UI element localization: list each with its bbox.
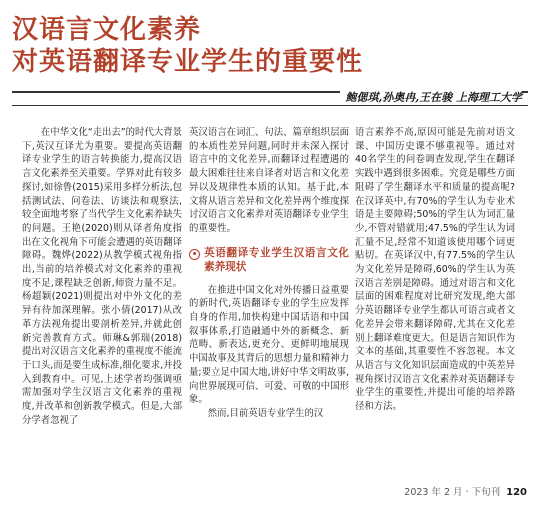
title-line-1: 汉语言文化素养 [12, 15, 202, 45]
page-number: 120 [506, 487, 527, 498]
paragraph-intro: 在中华文化“走出去”的时代大背景下,英汉互译尤为重要。要提高英语翻译专业学生的语言转换能力,提高汉语言文化素养至关重要。学界对此有较多探讨,如徐鲁(2015)采用多样分析法,包括测试法、问卷法、访谈法和观察法,较全面地考察了当代学生文化素养缺失的问题。王艳(2020)则从译者角度指出在文化视角下可能会遭遇的英语翻译障碍。魏烨(2022)从教学模式视角指出,当前的培养模式对文化素养的重视度不足,课程缺乏创新,师资力量不足。杨超颖(2021)则提出对中外文化的差异有待加深理解。张小倩(2017)从改革方法视角提出要剖析差异,并就此创新完善教育方式。师琳&郭瑞(2018)提出对汉语言文化素养的重视度不能流于口头,而是要生成标准,细化要求,并投入到教育中。可见,上述学者均强调亟需加强对学生汉语言文化素养的重视度,并改革和创新教学模式。但是,大部分学者忽视了 [22, 127, 182, 426]
page-footer [404, 487, 527, 499]
paragraph-continued: 英汉语言在词汇、句法、篇章组织层面的本质性差异问题,同时并未深入探讨语言中的文化差异,而翻译过程遭遇的最大困难往往来自译者对语言和文化差异以及规律性本质的认知。基于此,本文将从语言差异和文化差异两个维度探讨汉语言文化素养对英语翻译专业学生的重要性。 [189, 127, 349, 234]
divider-bottom [12, 105, 528, 106]
paragraph-continued-col3: 语言素养不高,原因可能是先前对语文课、中国历史课不够重视等。通过对40名学生的问卷调查发现,学生在翻译实践中遇到很多困难。究竟是哪些方面阻碍了学生翻译水平和质量的提高呢?在汉译英中,有70%的学生认为专业术语是主要障碍;50%的学生认为词汇量少,不管对错就用;47.5%的学生认为词汇量不足,经常不知道该使用哪个词更贴切。在英译汉中,有77.5%的学生认为文化差异是障碍,60%的学生认为英汉语言差别是障碍。通过对语言和文化层面的困难程度对比研究发现,绝大部分英语翻译专业学生都认可语言或者文化差异会带来翻译障碍,尤其在文化差别上翻译难度更大。但是语言知识作为文本的基础,其重要性不容忽视。本文从语言与文化知识层面造成的中英差异视角探讨汉语言文化素养对英语翻译专业学生的重要性,并提出可能的培养路径和方法。 [355, 127, 515, 413]
author-bar [12, 90, 528, 108]
section-bullet-icon [189, 249, 200, 260]
paragraph-section-next: 然而,目前英语专业学生的汉 [207, 407, 324, 419]
author-line: 鲍偲琪,孙奥冉,王在骏 上海理工大学 [340, 91, 523, 105]
section-title: 英语翻译专业学生汉语言文化素养现状 [204, 246, 349, 273]
text-column-2 [189, 126, 349, 421]
text-column-3 [355, 126, 515, 414]
section-heading [189, 246, 349, 274]
article-title [12, 14, 363, 78]
paragraph-section-body: 在推进中国文化对外传播日益重要的新时代,英语翻译专业的学生应发挥自身的作用,加快构建中国话语和中国叙事体系,打造融通中外的新概念、新范畴、新表达,更充分、更鲜明地展现中国故事及其背后的思想力量和精神力量;要立足中国大地,讲好中华文明故事,向世界展现可信、可爱、可敬的中国形象。 [189, 284, 349, 406]
title-line-2: 对英语翻译专业学生的重要性 [12, 47, 364, 77]
issue-label: 2023 年 2 月 · 下旬刊 [404, 487, 501, 498]
text-column-1 [22, 126, 182, 427]
